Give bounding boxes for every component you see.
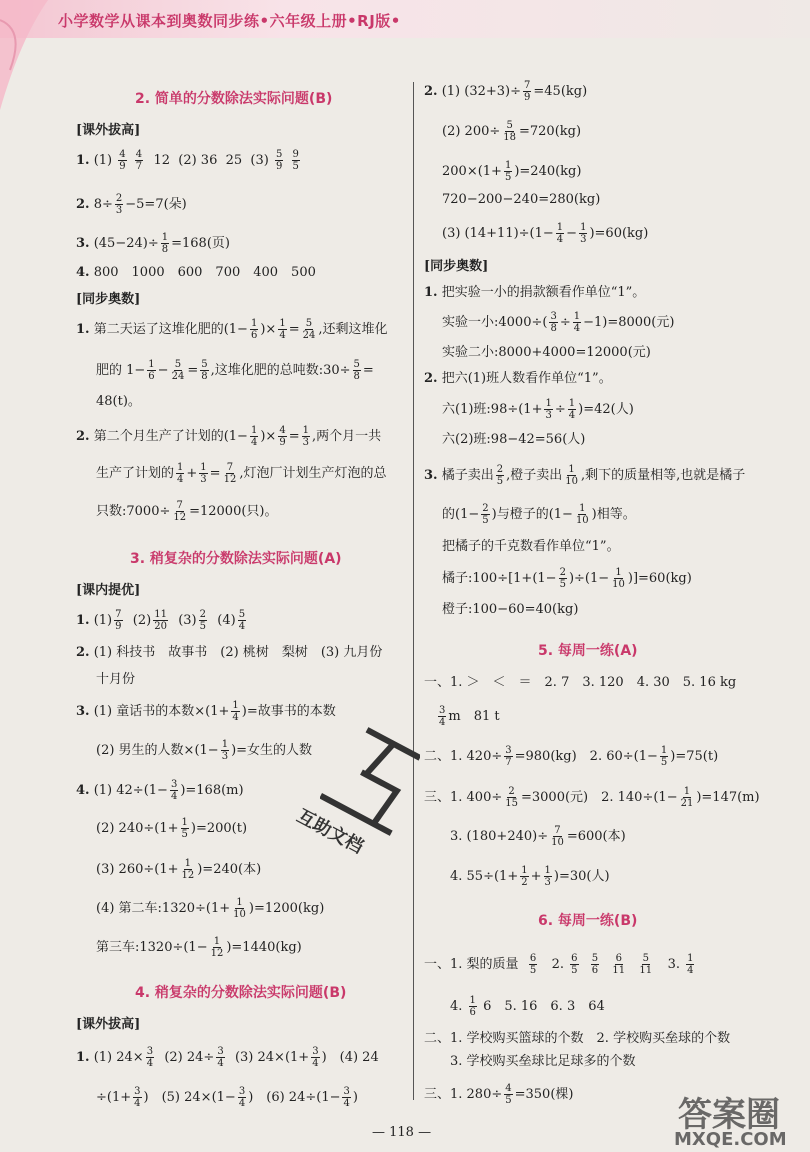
answer-line: 720−200−240=280(kg): [442, 192, 601, 207]
section-title: 3. 稍复杂的分数除法实际问题(A): [130, 551, 342, 567]
answer-line: [76, 149, 302, 172]
answer-line: $\frac{3}{4}$ m 81 t: [439, 705, 500, 728]
answer-line: 1. 第二天运了这堆化肥的(1− $\frac{1}{6}$ )× $\frac{1}{4}$ = $\frac{5}{24}$ ,还剩这堆化: [76, 318, 388, 341]
watermark-url: MXQE.COM: [674, 1129, 787, 1150]
question-number: 2.: [76, 429, 90, 444]
question-number: 2.: [424, 84, 438, 99]
answer-line: 2. 把六(1)班人数看作单位“1”。: [424, 371, 612, 386]
answer-line: 第三车:1320÷(1− $\frac{1}{12}$ )=1440(kg): [96, 936, 302, 959]
answer-line: 实验二小:8000+4000=12000(元): [442, 345, 651, 360]
tag-label: [同步奥数]: [424, 259, 489, 274]
answer-line: (2) 男生的人数×(1− $\frac{1}{3}$ )=女生的人数: [96, 739, 313, 762]
answer-line: 的(1− $\frac{2}{5}$ )与橙子的(1− $\frac{1}{10}$ )相等。: [442, 503, 636, 526]
answer-text: (1): [93, 153, 113, 168]
watermark-text: 答案圈: [678, 1095, 780, 1135]
answer-text: −5=7(朵): [125, 197, 187, 212]
answer-text: =168(页): [171, 236, 230, 251]
section-title: 4. 稍复杂的分数除法实际问题(B): [135, 985, 347, 1001]
question-number: 2.: [424, 371, 438, 386]
answer-line: (3) (14+11)÷(1− $\frac{1}{4}$ − $\frac{1}{3}$ )=60(kg): [442, 222, 649, 245]
answer-line: 200×(1+ $\frac{1}{5}$ )=240(kg): [442, 160, 582, 183]
question-number: 2.: [76, 645, 90, 660]
stamp-text: 互助文档: [293, 805, 367, 858]
answer-text: 8÷: [93, 197, 113, 212]
answer-line: 3. (1) 童话书的本数×(1+ $\frac{1}{4}$ )=故事书的本数: [76, 700, 336, 723]
answer-line: 4. (1) 42÷(1− $\frac{3}{4}$ )=168(m): [76, 779, 244, 802]
answer-line: [76, 193, 187, 216]
answer-line: 一、1. ＞ ＜ ＝ 2. 7 3. 120 4. 30 5. 16 kg: [424, 675, 737, 690]
answer-line: 3. 学校购买垒球比足球多的个数: [450, 1054, 636, 1069]
answer-line: 3. (180+240)÷ $\frac{7}{10}$ =600(本): [450, 825, 626, 848]
fraction: $\frac{2}{3}$: [115, 193, 123, 216]
answer-line: 一、1. 梨的质量 $\frac{6}{5}$ 2. $\frac{6}{5}$ $\frac{5}{6}$ $\frac{6}{11}$ $\frac{5}{11}$ 3. $\frac{1}{4}$: [424, 953, 694, 976]
section-title: 5. 每周一练(A): [538, 643, 638, 659]
tag-label: [课外拔高]: [76, 1017, 141, 1032]
corner-flower-decoration: [0, 0, 60, 120]
tag-label: [课外拔高]: [76, 123, 141, 138]
watermark: [660, 1085, 810, 1152]
answer-line: 二、1. 420÷ $\frac{3}{7}$ =980(kg) 2. 60÷(1− $\frac{1}{5}$ )=75(t): [424, 745, 719, 768]
answer-text: (2) 36: [178, 153, 218, 168]
answer-line: 4. 55÷(1+ $\frac{1}{2}$ + $\frac{1}{3}$ )=30(人): [450, 865, 610, 888]
question-number: 1.: [76, 322, 90, 337]
answer-line: 肥的 1− $\frac{1}{6}$ − $\frac{5}{24}$ = $\frac{5}{8}$ ,这堆化肥的总吨数:30÷ $\frac{5}{8}$ =: [96, 359, 374, 382]
page-number: — 118 —: [372, 1125, 432, 1140]
tag-label: [课内提优]: [76, 583, 141, 598]
section-title: 6. 每周一练(B): [538, 913, 638, 929]
answer-text: 800 1000 600 700 400 500: [93, 265, 316, 280]
answer-line: ÷(1+ $\frac{3}{4}$ ) (5) 24×(1− $\frac{3}{4}$ ) (6) 24÷(1− $\frac{3}{4}$ ): [96, 1086, 358, 1109]
answer-text: (3): [250, 153, 269, 168]
column-divider: [413, 82, 414, 1100]
answer-line: 只数:7000÷ $\frac{7}{12}$ =12000(只)。: [96, 500, 278, 523]
fraction: $\frac{9}{5}$: [292, 149, 299, 172]
answer-line: 2. (1) (32+3)÷ $\frac{7}{9}$ =45(kg): [424, 80, 588, 103]
tag-label: [同步奥数]: [76, 292, 141, 307]
answer-line: (3) 260÷(1+ $\frac{1}{12}$ )=240(本): [96, 858, 262, 881]
answer-line: 二、1. 学校购买篮球的个数 2. 学校购买垒球的个数: [424, 1031, 731, 1046]
question-number: 2.: [76, 197, 90, 212]
question-number: 3.: [76, 704, 90, 719]
header-title: 小学数学从课本到奥数同步练•六年级上册•RJ版•: [58, 12, 401, 30]
answer-line: 1. 把实验一小的捐款额看作单位“1”。: [424, 285, 646, 300]
answer-line: 2. (1) 科技书 故事书 (2) 桃树 梨树 (3) 九月份: [76, 645, 383, 660]
answer-line: 三、1. 400÷ $\frac{2}{15}$ =3000(元) 2. 140÷(1− $\frac{1}{21}$ )=147(m): [424, 786, 760, 809]
question-number: 3.: [424, 468, 438, 483]
answer-line: (2) 200÷ $\frac{5}{18}$ =720(kg): [442, 120, 582, 143]
answer-line: 3. 橘子卖出 $\frac{2}{5}$ ,橙子卖出 $\frac{1}{10}$ ,剩下的质量相等,也就是橘子: [424, 464, 746, 487]
section-title: 2. 简单的分数除法实际问题(B): [135, 91, 333, 107]
question-number: 3.: [76, 236, 90, 251]
answer-line: (4) 第二车:1320÷(1+ $\frac{1}{10}$ )=1200(kg): [96, 897, 325, 920]
answer-line: 六(1)班:98÷(1+ $\frac{1}{3}$ ÷ $\frac{1}{4}$ )=42(人): [442, 398, 634, 421]
fraction: $\frac{4}{7}$: [135, 149, 143, 172]
answer-line: 48(t)。: [96, 394, 141, 409]
question-number: 1.: [76, 613, 90, 628]
answer-line: 1. (1) 24× $\frac{3}{4}$ (2) 24÷ $\frac{3}{4}$ (3) 24×(1+ $\frac{3}{4}$ ) (4) 24: [76, 1046, 379, 1069]
question-number: 4.: [76, 783, 90, 798]
fraction: $\frac{1}{8}$: [161, 232, 169, 255]
answer-line: (2) 240÷(1+ $\frac{1}{5}$ )=200(t): [96, 817, 248, 840]
question-number: 1.: [424, 285, 438, 300]
answer-line: 三、1. 280÷ $\frac{4}{5}$ =350(棵): [424, 1083, 574, 1106]
answer-line: [76, 264, 316, 282]
fraction: $\frac{5}{9}$: [275, 149, 283, 172]
fraction: $\frac{4}{9}$: [119, 149, 126, 172]
answer-line: 橙子:100−60=40(kg): [442, 602, 579, 617]
answer-line: [76, 232, 230, 255]
answer-line: 4. $\frac{1}{6}$ 6 5. 16 6. 3 64: [450, 995, 605, 1018]
answer-line: 实验一小:4000÷( $\frac{3}{8}$ ÷ $\frac{1}{4}$ −1)=8000(元): [442, 311, 675, 334]
question-number: 1.: [76, 153, 90, 168]
question-number: 1.: [76, 1050, 90, 1065]
answer-line: 1. (1) $\frac{7}{9}$ (2) $\frac{11}{20}$ (3) $\frac{2}{5}$ (4) $\frac{5}{4}$: [76, 609, 246, 632]
answer-text: 25: [225, 153, 243, 168]
answer-line: 十月份: [96, 672, 136, 687]
answer-line: 把橘子的千克数看作单位“1”。: [442, 539, 620, 554]
question-number: 4.: [76, 265, 90, 280]
answer-text: (45−24)÷: [93, 236, 159, 251]
answer-text: 12: [153, 153, 170, 168]
answer-line: 生产了计划的 $\frac{1}{4}$ + $\frac{1}{3}$ = $\frac{7}{12}$ ,灯泡厂计划生产灯泡的总: [96, 462, 387, 485]
answer-line: 橘子:100÷[1+(1− $\frac{2}{5}$ )÷(1− $\frac{1}{10}$ )]=60(kg): [442, 567, 692, 590]
answer-line: 2. 第二个月生产了计划的(1− $\frac{1}{4}$ )× $\frac{4}{9}$ = $\frac{1}{3}$ ,两个月一共: [76, 425, 382, 448]
answer-line: 六(2)班:98−42=56(人): [442, 432, 586, 447]
